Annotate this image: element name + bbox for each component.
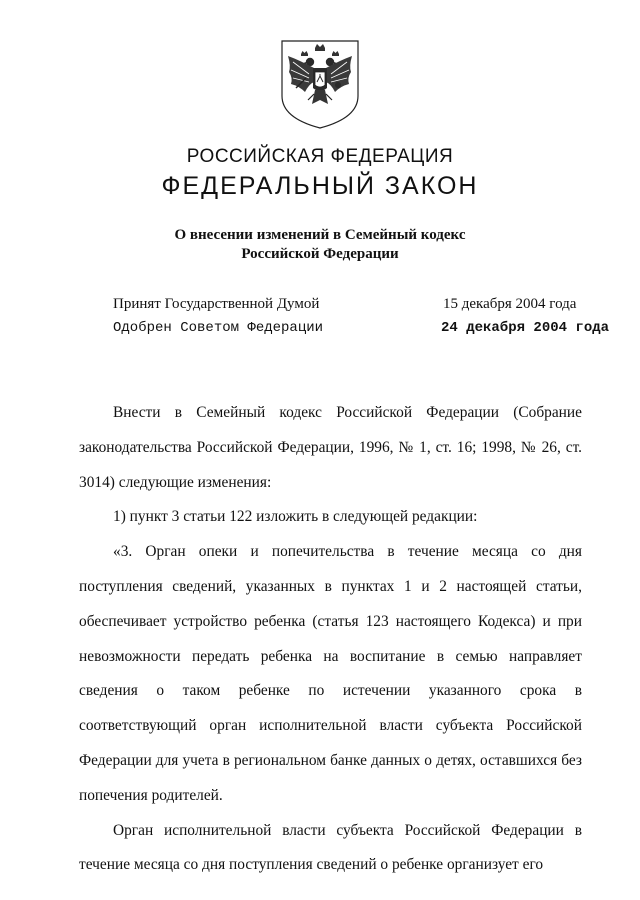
body-paragraph: Орган исполнительной власти субъекта Российской Федерации в течение месяца со дня поступления сведений о ребенке организует его bbox=[79, 821, 582, 874]
body-paragraph: 1) пункт 3 статьи 122 изложить в следующей редакции: bbox=[113, 508, 478, 526]
document-type-title: ФЕДЕРАЛЬНЫЙ ЗАКОН bbox=[161, 172, 479, 200]
adoption-date: 24 декабря 2004 года bbox=[441, 320, 610, 336]
russian-coat-of-arms-icon bbox=[279, 38, 361, 130]
body-paragraph: «3. Орган опеки и попечительства в течение месяца со дня поступления сведений, указанных в пунктах 1 и 2 настоящей статьи, обеспечивает устройство ребенка (статья 123 настоящего Кодекса) и при невозможности передать ребенка на воспитание в семью направляет сведения о таком ребенке по истечении указанного срока в соответствующий орган исполнительной власти субъекта Российской Федерации для учета в региональном банке данных о детях, оставшихся без попечения родителей. bbox=[79, 543, 582, 804]
body-paragraph: Внести в Семейный кодекс Российской Федерации (Собрание законодательства Российской Федерации, 1996, № 1, ст. 16; 1998, № 26, ст. 3014) следующие изменения: bbox=[79, 404, 582, 491]
law-subject-line: О внесении изменений в Семейный кодекс bbox=[174, 227, 466, 243]
adoption-label: Одобрен Советом Федерации bbox=[113, 320, 324, 336]
adoption-date: 15 декабря 2004 года bbox=[443, 296, 577, 312]
country-title: РОССИЙСКАЯ ФЕДЕРАЦИЯ bbox=[186, 146, 454, 167]
adoption-label: Принят Государственной Думой bbox=[113, 296, 320, 312]
law-subject bbox=[0, 226, 640, 264]
law-subject-line: Российской Федерации bbox=[241, 246, 399, 262]
law-body bbox=[79, 396, 582, 883]
